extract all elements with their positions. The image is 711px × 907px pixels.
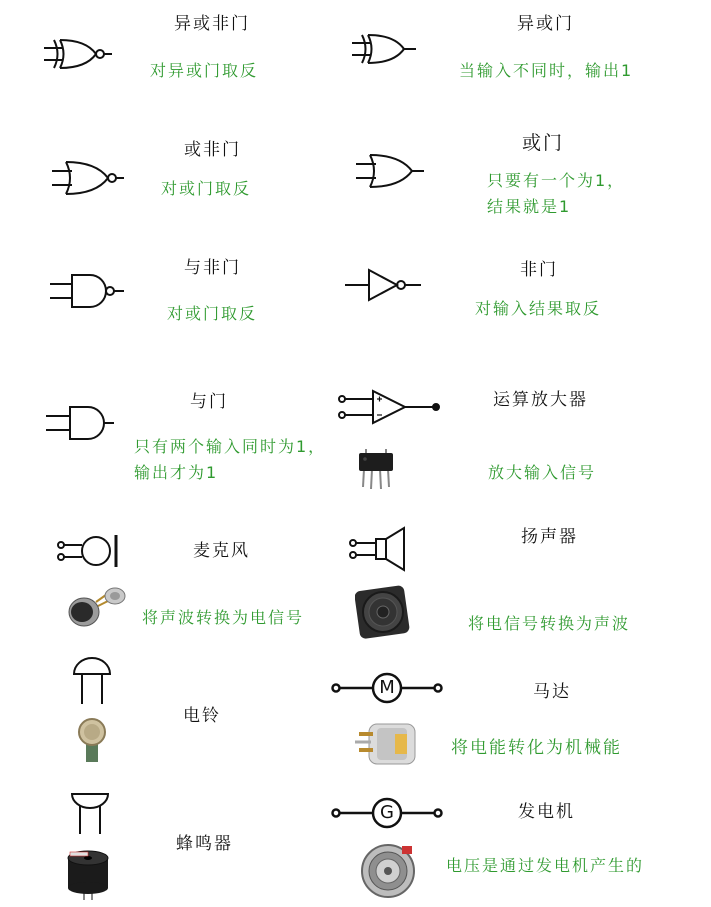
xor-description: 当输入不同时，输出1 xyxy=(459,61,634,80)
op-amp-symbol xyxy=(337,390,441,424)
motor-symbol-letter: M xyxy=(379,677,395,698)
speaker-photo xyxy=(355,584,411,640)
speaker-title: 扬声器 xyxy=(521,527,578,547)
generator-photo xyxy=(358,842,418,900)
generator-title: 发电机 xyxy=(518,802,575,822)
speaker-symbol xyxy=(348,527,408,571)
or-title: 或门 xyxy=(522,132,565,154)
or-gate-symbol xyxy=(356,154,426,188)
or-description-line-2: 结果就是1 xyxy=(487,197,572,216)
bell-title: 电铃 xyxy=(183,706,221,726)
microphone-description: 将声波转换为电信号 xyxy=(142,608,305,627)
speaker-description: 将电信号转换为声波 xyxy=(468,614,631,633)
not-title: 非门 xyxy=(520,260,558,280)
not-gate-symbol xyxy=(345,268,421,302)
nor-description: 对或门取反 xyxy=(161,179,252,198)
motor-photo xyxy=(355,716,427,772)
ic-chip-photo xyxy=(356,449,396,491)
and-gate-symbol xyxy=(46,406,114,440)
and-description xyxy=(134,434,326,486)
xnor-gate-symbol xyxy=(44,38,114,70)
nand-gate-symbol xyxy=(50,274,124,308)
not-description: 对输入结果取反 xyxy=(475,299,602,318)
motor-title: 马达 xyxy=(533,682,571,702)
generator-description: 电压是通过发电机产生的 xyxy=(446,856,645,875)
opamp-description: 放大输入信号 xyxy=(488,463,597,482)
nor-title: 或非门 xyxy=(184,140,241,160)
bell-symbol xyxy=(72,656,112,704)
xor-title: 异或门 xyxy=(517,14,574,34)
microphone-title: 麦克风 xyxy=(193,541,250,561)
buzzer-title: 蜂鸣器 xyxy=(176,834,233,854)
and-description-line-1: 只有两个输入同时为1， xyxy=(134,437,327,456)
motor-description: 将电能转化为机械能 xyxy=(451,738,622,758)
and-description-line-2: 输出才为1 xyxy=(134,463,219,482)
xnor-description: 对异或门取反 xyxy=(150,61,259,80)
bell-photo xyxy=(76,716,108,766)
or-description xyxy=(487,168,625,220)
buzzer-photo xyxy=(64,848,112,900)
nand-title: 与非门 xyxy=(184,258,241,278)
microphone-photo xyxy=(66,586,128,630)
nand-description: 对或门取反 xyxy=(167,304,258,323)
opamp-title: 运算放大器 xyxy=(493,390,588,410)
xnor-title: 异或非门 xyxy=(174,14,250,34)
buzzer-symbol xyxy=(70,788,110,834)
nor-gate-symbol xyxy=(52,160,124,196)
generator-symbol-letter: G xyxy=(380,802,394,823)
microphone-symbol xyxy=(56,535,124,567)
xor-gate-symbol xyxy=(352,34,418,64)
and-title: 与门 xyxy=(190,392,228,412)
or-description-line-1: 只要有一个为1， xyxy=(487,171,626,190)
